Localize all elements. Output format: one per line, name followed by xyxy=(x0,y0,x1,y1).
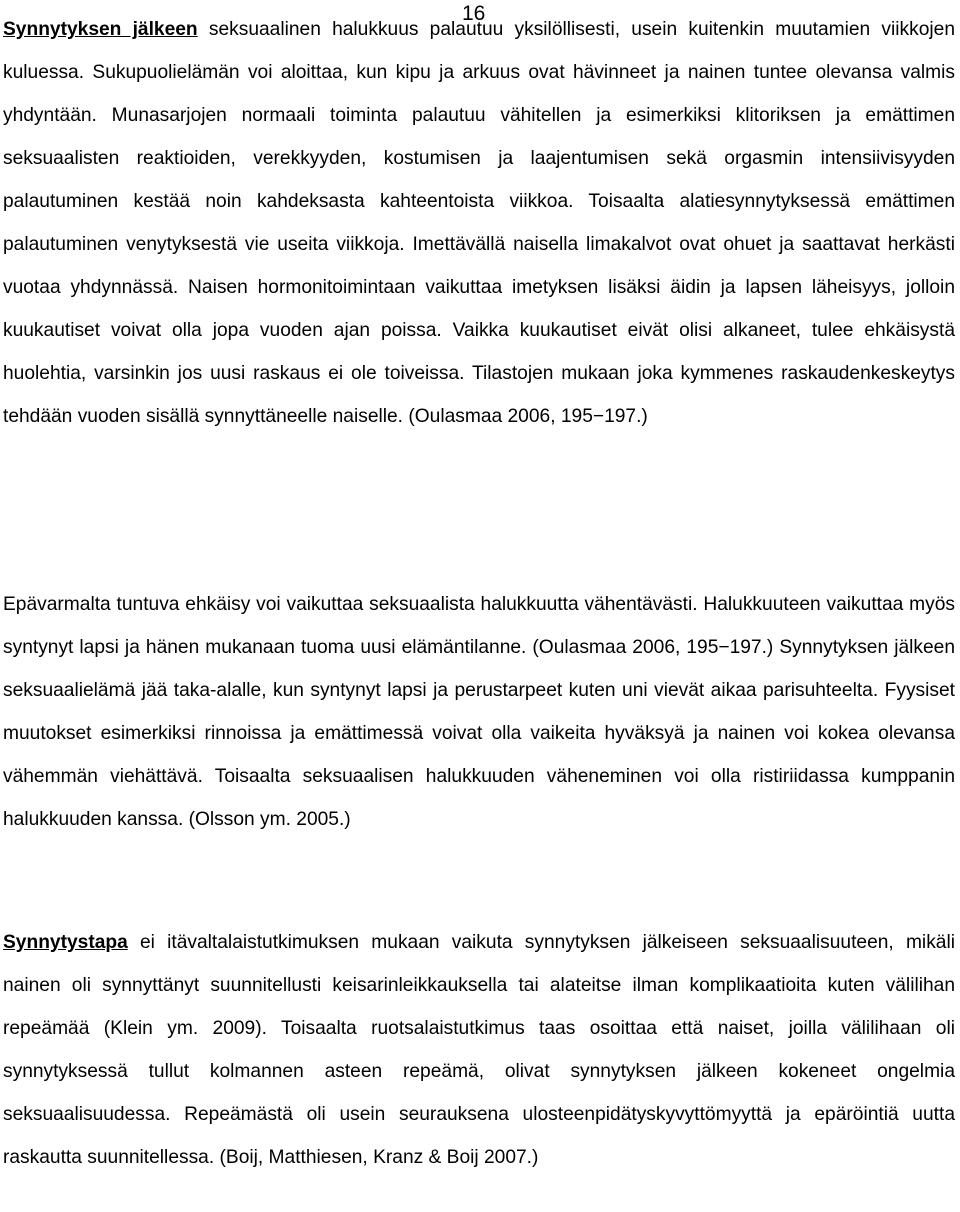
paragraph-postpartum-sexuality xyxy=(3,8,955,438)
paragraph-heading: Synnytyksen jälkeen xyxy=(3,19,198,40)
paragraph-text: ei itävaltalaistutkimuksen mukaan vaikuta synnytyksen jälkeiseen seksuaalisuuteen, mikäli nainen oli synnyttänyt suunnitellusti keisarinleikkauksella tai alateitse ilman komplikaatioita kuten välilihan repeämää (Klein ym. 2009). Toisaalta ruotsalaistutkimus taas osoittaa että naiset, joilla välilihaan oli synnytyksessä tullut kolmannen asteen repeämä, olivat synnytyksen jälkeen kokeneet ongelmia seksuaalisuudessa. Repeämästä oli usein seurauksena ulosteenpidätyskyvyttömyyttä ja epäröintiä uutta raskautta suunnitellessa. (Boij, Matthiesen, Kranz & Boij 2007.) xyxy=(3,932,955,1168)
paragraph-delivery-method xyxy=(3,921,955,1179)
paragraph-heading: Synnytystapa xyxy=(3,932,128,953)
paragraph-text: seksuaalinen halukkuus palautuu yksilöllisesti, usein kuitenkin muutamien viikkojen kuluessa. Sukupuolielämän voi aloittaa, kun kipu ja arkuus ovat hävinneet ja nainen tuntee olevansa valmis yhdyntään. Munasarjojen normaali toiminta palautuu vähitellen ja esimerkiksi klitoriksen ja emättimen seksuaalisten reaktioiden, verekkyyden, kostumisen ja laajentumisen sekä orgasmin intensiivisyyden palautuminen kestää noin kahdeksasta kahteentoista viikkoa. Toisaalta alatiesynnytyksessä emättimen palautuminen venytyksestä vie useita viikkoja. Imettävällä naisella limakalvot ovat ohuet ja saattavat herkästi vuotaa yhdynnässä. Naisen hormonitoimintaan vaikuttaa imetyksen lisäksi äidin ja lapsen läheisyys, jolloin kuukautiset voivat olla jopa vuoden ajan poissa. Vaikka kuukautiset eivät olisi alkaneet, tulee ehkäisystä huolehtia, varsinkin jos uusi raskaus ei ole toiveissa. Tilastojen mukaan joka kymmenes raskaudenkeskeytys tehdään vuoden sisällä synnyttäneelle naiselle. (Oulasmaa 2006, 195−197.) xyxy=(3,19,955,427)
paragraph-text: Epävarmalta tuntuva ehkäisy voi vaikuttaa seksuaalista halukkuutta vähentävästi. Halukkuuteen vaikuttaa myös syntynyt lapsi ja hänen mukanaan tuoma uusi elämäntilanne. (Oulasmaa 2006, 195−197.) Synnytyksen jälkeen seksuaalielämä jää taka-alalle, kun syntynyt lapsi ja perustarpeet kuten uni vievät aikaa parisuhteelta. Fyysiset muutokset esimerkiksi rinnoissa ja emättimessä voivat olla vaikeita hyväksyä ja nainen voi kokea olevansa vähemmän viehättävä. Toisaalta seksuaalisen halukkuuden väheneminen voi olla ristiriidassa kumppanin halukkuuden kanssa. (Olsson ym. 2005.) xyxy=(3,594,955,830)
page-number: 16 xyxy=(462,2,486,25)
paragraph-contraception-desire xyxy=(3,583,955,841)
